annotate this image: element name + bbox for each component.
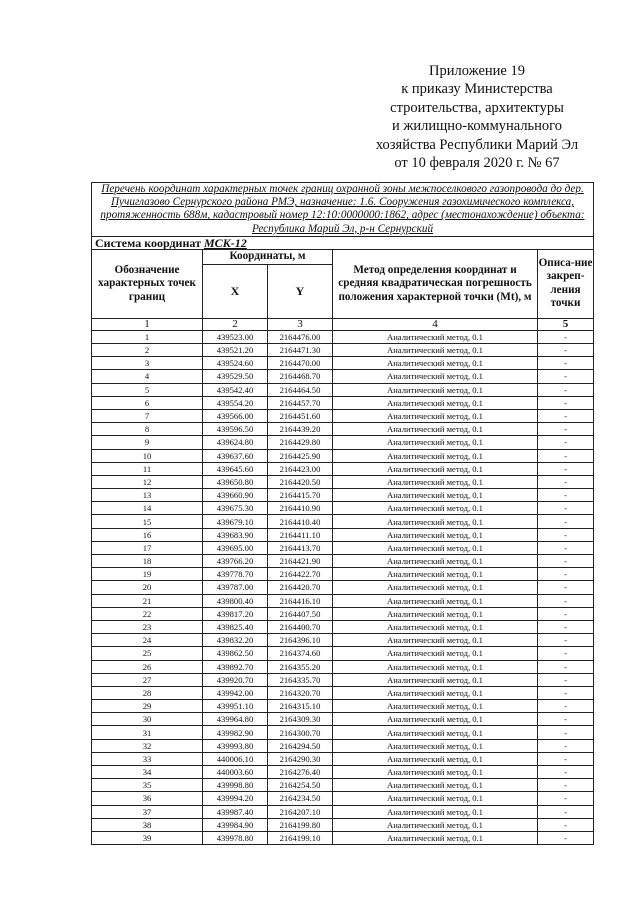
description-cell: - xyxy=(538,489,594,502)
coord-x-cell: 439942.00 xyxy=(203,686,268,699)
coord-y-cell: 2164451.60 xyxy=(268,409,333,422)
point-number-cell: 32 xyxy=(92,739,203,752)
coord-y-cell: 2164416.10 xyxy=(268,594,333,607)
point-number-cell: 29 xyxy=(92,700,203,713)
description-cell: - xyxy=(538,805,594,818)
table-row xyxy=(92,713,594,726)
point-number-cell: 2 xyxy=(92,344,203,357)
table-row xyxy=(92,831,594,844)
description-cell: - xyxy=(538,462,594,475)
coord-x-cell: 439675.30 xyxy=(203,502,268,515)
description-cell: - xyxy=(538,568,594,581)
coord-y-cell: 2164423.00 xyxy=(268,462,333,475)
table-row xyxy=(92,620,594,633)
coord-x-cell: 439998.80 xyxy=(203,779,268,792)
coord-x-cell: 439679.10 xyxy=(203,515,268,528)
table-row xyxy=(92,515,594,528)
column-number: 4 xyxy=(333,318,538,330)
header-y: Y xyxy=(268,264,333,318)
method-cell: Аналитический метод, 0.1 xyxy=(333,607,538,620)
description-cell: - xyxy=(538,634,594,647)
point-number-cell: 9 xyxy=(92,436,203,449)
coord-y-cell: 2164471.30 xyxy=(268,344,333,357)
coord-x-cell: 439892.70 xyxy=(203,660,268,673)
coordinate-system-label: Система координат xyxy=(95,235,201,250)
description-cell: - xyxy=(538,766,594,779)
description-cell: - xyxy=(538,357,594,370)
method-cell: Аналитический метод, 0.1 xyxy=(333,818,538,831)
table-row xyxy=(92,726,594,739)
coord-y-cell: 2164439.20 xyxy=(268,423,333,436)
description-cell: - xyxy=(538,726,594,739)
coord-x-cell: 439987.40 xyxy=(203,805,268,818)
table-row xyxy=(92,700,594,713)
header-description: Описа-ние закреп-ления точки xyxy=(538,249,594,318)
description-cell: - xyxy=(538,779,594,792)
coord-x-cell: 439817.20 xyxy=(203,607,268,620)
description-cell: - xyxy=(538,620,594,633)
point-number-cell: 23 xyxy=(92,620,203,633)
point-number-cell: 5 xyxy=(92,383,203,396)
point-number-cell: 35 xyxy=(92,779,203,792)
point-number-cell: 21 xyxy=(92,594,203,607)
coord-y-cell: 2164425.90 xyxy=(268,449,333,462)
point-number-cell: 26 xyxy=(92,660,203,673)
description-cell: - xyxy=(538,673,594,686)
method-cell: Аналитический метод, 0.1 xyxy=(333,805,538,818)
table-row xyxy=(92,752,594,765)
coordinate-system-row xyxy=(92,236,594,249)
column-number: 2 xyxy=(203,318,268,330)
method-cell: Аналитический метод, 0.1 xyxy=(333,752,538,765)
method-cell: Аналитический метод, 0.1 xyxy=(333,581,538,594)
coord-x-cell: 439994.20 xyxy=(203,792,268,805)
method-cell: Аналитический метод, 0.1 xyxy=(333,502,538,515)
method-cell: Аналитический метод, 0.1 xyxy=(333,568,538,581)
point-number-cell: 7 xyxy=(92,409,203,422)
method-cell: Аналитический метод, 0.1 xyxy=(333,660,538,673)
coord-y-cell: 2164234.50 xyxy=(268,792,333,805)
coord-x-cell: 439982.90 xyxy=(203,726,268,739)
description-cell: - xyxy=(538,475,594,488)
method-cell: Аналитический метод, 0.1 xyxy=(333,673,538,686)
description-cell: - xyxy=(538,792,594,805)
coord-x-cell: 439645.60 xyxy=(203,462,268,475)
point-number-cell: 36 xyxy=(92,792,203,805)
point-number-cell: 20 xyxy=(92,581,203,594)
table-row xyxy=(92,805,594,818)
coord-x-cell: 439566.00 xyxy=(203,409,268,422)
header-x: X xyxy=(203,264,268,318)
method-cell: Аналитический метод, 0.1 xyxy=(333,541,538,554)
coord-y-cell: 2164199.80 xyxy=(268,818,333,831)
point-number-cell: 16 xyxy=(92,528,203,541)
point-number-cell: 11 xyxy=(92,462,203,475)
point-number-cell: 24 xyxy=(92,634,203,647)
table-row xyxy=(92,357,594,370)
coord-x-cell: 440003.60 xyxy=(203,766,268,779)
point-number-cell: 25 xyxy=(92,647,203,660)
description-cell: - xyxy=(538,752,594,765)
table-row xyxy=(92,396,594,409)
table-row xyxy=(92,436,594,449)
coord-x-cell: 439800.40 xyxy=(203,594,268,607)
table-row xyxy=(92,502,594,515)
coord-x-cell: 439984.90 xyxy=(203,818,268,831)
column-number: 3 xyxy=(268,318,333,330)
method-cell: Аналитический метод, 0.1 xyxy=(333,555,538,568)
method-cell: Аналитический метод, 0.1 xyxy=(333,515,538,528)
coord-x-cell: 439523.00 xyxy=(203,330,268,343)
description-cell: - xyxy=(538,449,594,462)
table-row xyxy=(92,792,594,805)
appendix-line: от 10 февраля 2020 г. № 67 xyxy=(394,155,560,172)
description-cell: - xyxy=(538,541,594,554)
description-cell: - xyxy=(538,686,594,699)
coord-y-cell: 2164290.30 xyxy=(268,752,333,765)
method-cell: Аналитический метод, 0.1 xyxy=(333,357,538,370)
description-cell: - xyxy=(538,383,594,396)
header-coords: Координаты, м xyxy=(203,249,333,264)
coord-y-cell: 2164374.60 xyxy=(268,647,333,660)
point-number-cell: 6 xyxy=(92,396,203,409)
point-number-cell: 31 xyxy=(92,726,203,739)
point-number-cell: 34 xyxy=(92,766,203,779)
description-cell: - xyxy=(538,581,594,594)
coord-y-cell: 2164476.00 xyxy=(268,330,333,343)
description-cell: - xyxy=(538,423,594,436)
point-number-cell: 18 xyxy=(92,555,203,568)
coord-x-cell: 439862.50 xyxy=(203,647,268,660)
description-cell: - xyxy=(538,660,594,673)
method-cell: Аналитический метод, 0.1 xyxy=(333,462,538,475)
coord-x-cell: 439554.20 xyxy=(203,396,268,409)
description-cell: - xyxy=(538,436,594,449)
table-row xyxy=(92,660,594,673)
point-number-cell: 22 xyxy=(92,607,203,620)
coord-y-cell: 2164320.70 xyxy=(268,686,333,699)
table-row xyxy=(92,647,594,660)
appendix-line: Приложение 19 xyxy=(429,63,525,79)
table-row xyxy=(92,528,594,541)
description-cell: - xyxy=(538,528,594,541)
point-number-cell: 19 xyxy=(92,568,203,581)
coord-x-cell: 439524.60 xyxy=(203,357,268,370)
coord-x-cell: 439993.80 xyxy=(203,739,268,752)
description-cell: - xyxy=(538,713,594,726)
description-cell: - xyxy=(538,370,594,383)
appendix-line: строительства, архитектуры xyxy=(390,99,564,116)
description-cell: - xyxy=(538,647,594,660)
header-point: Обозначение характерных точек границ xyxy=(92,249,203,318)
method-cell: Аналитический метод, 0.1 xyxy=(333,330,538,343)
point-number-cell: 37 xyxy=(92,805,203,818)
coord-x-cell: 439832.20 xyxy=(203,634,268,647)
coord-y-cell: 2164420.70 xyxy=(268,581,333,594)
coord-x-cell: 439695.00 xyxy=(203,541,268,554)
point-number-cell: 38 xyxy=(92,818,203,831)
description-cell: - xyxy=(538,555,594,568)
coord-y-cell: 2164410.40 xyxy=(268,515,333,528)
description-cell: - xyxy=(538,700,594,713)
method-cell: Аналитический метод, 0.1 xyxy=(333,620,538,633)
coord-x-cell: 439529.50 xyxy=(203,370,268,383)
table-row xyxy=(92,423,594,436)
coord-y-cell: 2164415.70 xyxy=(268,489,333,502)
point-number-cell: 10 xyxy=(92,449,203,462)
point-number-cell: 13 xyxy=(92,489,203,502)
table-row xyxy=(92,383,594,396)
coord-x-cell: 439683.90 xyxy=(203,528,268,541)
coord-y-cell: 2164411.10 xyxy=(268,528,333,541)
coord-x-cell: 439766.20 xyxy=(203,555,268,568)
coordinates-table xyxy=(91,182,594,845)
method-cell: Аналитический метод, 0.1 xyxy=(333,700,538,713)
coord-y-cell: 2164199.10 xyxy=(268,831,333,844)
point-number-cell: 8 xyxy=(92,423,203,436)
method-cell: Аналитический метод, 0.1 xyxy=(333,449,538,462)
coord-x-cell: 439825.40 xyxy=(203,620,268,633)
coord-y-cell: 2164468.70 xyxy=(268,370,333,383)
method-cell: Аналитический метод, 0.1 xyxy=(333,409,538,422)
coord-y-cell: 2164421.90 xyxy=(268,555,333,568)
table-row xyxy=(92,409,594,422)
table-row xyxy=(92,581,594,594)
coord-y-cell: 2164254.50 xyxy=(268,779,333,792)
description-cell: - xyxy=(538,515,594,528)
method-cell: Аналитический метод, 0.1 xyxy=(333,647,538,660)
method-cell: Аналитический метод, 0.1 xyxy=(333,634,538,647)
point-number-cell: 33 xyxy=(92,752,203,765)
table-row xyxy=(92,555,594,568)
table-row xyxy=(92,686,594,699)
method-cell: Аналитический метод, 0.1 xyxy=(333,396,538,409)
coord-y-cell: 2164400.70 xyxy=(268,620,333,633)
method-cell: Аналитический метод, 0.1 xyxy=(333,383,538,396)
description-cell: - xyxy=(538,594,594,607)
appendix-header xyxy=(336,62,618,172)
method-cell: Аналитический метод, 0.1 xyxy=(333,766,538,779)
table-row xyxy=(92,475,594,488)
coord-y-cell: 2164413.70 xyxy=(268,541,333,554)
coord-y-cell: 2164207.10 xyxy=(268,805,333,818)
coord-x-cell: 439920.70 xyxy=(203,673,268,686)
method-cell: Аналитический метод, 0.1 xyxy=(333,423,538,436)
table-row xyxy=(92,779,594,792)
point-number-cell: 30 xyxy=(92,713,203,726)
coord-x-cell: 439637.60 xyxy=(203,449,268,462)
coord-x-cell: 439787.00 xyxy=(203,581,268,594)
method-cell: Аналитический метод, 0.1 xyxy=(333,779,538,792)
description-cell: - xyxy=(538,409,594,422)
coord-y-cell: 2164276.40 xyxy=(268,766,333,779)
description-cell: - xyxy=(538,396,594,409)
method-cell: Аналитический метод, 0.1 xyxy=(333,686,538,699)
coord-x-cell: 439596.50 xyxy=(203,423,268,436)
point-number-cell: 27 xyxy=(92,673,203,686)
coord-x-cell: 440006.10 xyxy=(203,752,268,765)
coord-y-cell: 2164470.00 xyxy=(268,357,333,370)
point-number-cell: 15 xyxy=(92,515,203,528)
coordinate-system-value: МСК-12 xyxy=(203,235,247,250)
coord-x-cell: 439624.80 xyxy=(203,436,268,449)
coord-x-cell: 439951.10 xyxy=(203,700,268,713)
coord-y-cell: 2164464.50 xyxy=(268,383,333,396)
table-row xyxy=(92,594,594,607)
coord-x-cell: 439650.80 xyxy=(203,475,268,488)
description-cell: - xyxy=(538,502,594,515)
column-number: 5 xyxy=(538,318,594,330)
description-cell: - xyxy=(538,344,594,357)
coord-x-cell: 439778.70 xyxy=(203,568,268,581)
table-row xyxy=(92,634,594,647)
method-cell: Аналитический метод, 0.1 xyxy=(333,739,538,752)
appendix-line: и жилищно-коммунального xyxy=(391,118,563,135)
point-number-cell: 28 xyxy=(92,686,203,699)
table-row xyxy=(92,818,594,831)
point-number-cell: 3 xyxy=(92,357,203,370)
coord-x-cell: 439542.40 xyxy=(203,383,268,396)
coord-y-cell: 2164422.70 xyxy=(268,568,333,581)
table-row xyxy=(92,607,594,620)
table-row xyxy=(92,449,594,462)
method-cell: Аналитический метод, 0.1 xyxy=(333,344,538,357)
table-row xyxy=(92,370,594,383)
coord-y-cell: 2164429.80 xyxy=(268,436,333,449)
coord-y-cell: 2164407.50 xyxy=(268,607,333,620)
description-cell: - xyxy=(538,607,594,620)
table-row xyxy=(92,344,594,357)
coord-y-cell: 2164457.70 xyxy=(268,396,333,409)
method-cell: Аналитический метод, 0.1 xyxy=(333,489,538,502)
coord-x-cell: 439964.80 xyxy=(203,713,268,726)
point-number-cell: 1 xyxy=(92,330,203,343)
header-method: Метод определения координат и средняя квадратическая погрешность положения характерной точки (Mt), м xyxy=(333,249,538,318)
coord-y-cell: 2164355.20 xyxy=(268,660,333,673)
coord-y-cell: 2164335.70 xyxy=(268,673,333,686)
method-cell: Аналитический метод, 0.1 xyxy=(333,528,538,541)
table-row xyxy=(92,568,594,581)
table-row xyxy=(92,541,594,554)
table-row xyxy=(92,489,594,502)
appendix-line: хозяйства Республики Марий Эл xyxy=(375,136,579,153)
table-title: Перечень координат характерных точек границ охранной зоны межпоселкового газопровода до дер. Пучиглазово Сернурского района РМЭ, назначение: 1.6. Сооружения газохимического комплекса, протяженность 688м, кадастровый номер 12:10:0000000:1862, адрес (местонахождение) объекта: Республика Марий Эл, р-н Сернурский xyxy=(92,183,594,237)
point-number-cell: 17 xyxy=(92,541,203,554)
table-row xyxy=(92,330,594,343)
table-row xyxy=(92,766,594,779)
description-cell: - xyxy=(538,831,594,844)
coord-x-cell: 439660.90 xyxy=(203,489,268,502)
coord-x-cell: 439521.20 xyxy=(203,344,268,357)
column-number: 1 xyxy=(92,318,203,330)
method-cell: Аналитический метод, 0.1 xyxy=(333,792,538,805)
table-row xyxy=(92,673,594,686)
coord-y-cell: 2164420.50 xyxy=(268,475,333,488)
point-number-cell: 4 xyxy=(92,370,203,383)
appendix-line: к приказу Министерства xyxy=(401,81,553,98)
coord-y-cell: 2164410.90 xyxy=(268,502,333,515)
method-cell: Аналитический метод, 0.1 xyxy=(333,831,538,844)
description-cell: - xyxy=(538,818,594,831)
coord-y-cell: 2164300.70 xyxy=(268,726,333,739)
method-cell: Аналитический метод, 0.1 xyxy=(333,726,538,739)
description-cell: - xyxy=(538,739,594,752)
column-numbers-row xyxy=(92,318,594,330)
point-number-cell: 39 xyxy=(92,831,203,844)
method-cell: Аналитический метод, 0.1 xyxy=(333,475,538,488)
coord-x-cell: 439978.80 xyxy=(203,831,268,844)
point-number-cell: 14 xyxy=(92,502,203,515)
coord-y-cell: 2164396.10 xyxy=(268,634,333,647)
method-cell: Аналитический метод, 0.1 xyxy=(333,594,538,607)
table-row xyxy=(92,462,594,475)
method-cell: Аналитический метод, 0.1 xyxy=(333,436,538,449)
coord-y-cell: 2164294.50 xyxy=(268,739,333,752)
method-cell: Аналитический метод, 0.1 xyxy=(333,370,538,383)
description-cell: - xyxy=(538,330,594,343)
method-cell: Аналитический метод, 0.1 xyxy=(333,713,538,726)
coord-y-cell: 2164315.10 xyxy=(268,700,333,713)
table-row xyxy=(92,739,594,752)
point-number-cell: 12 xyxy=(92,475,203,488)
coord-y-cell: 2164309.30 xyxy=(268,713,333,726)
